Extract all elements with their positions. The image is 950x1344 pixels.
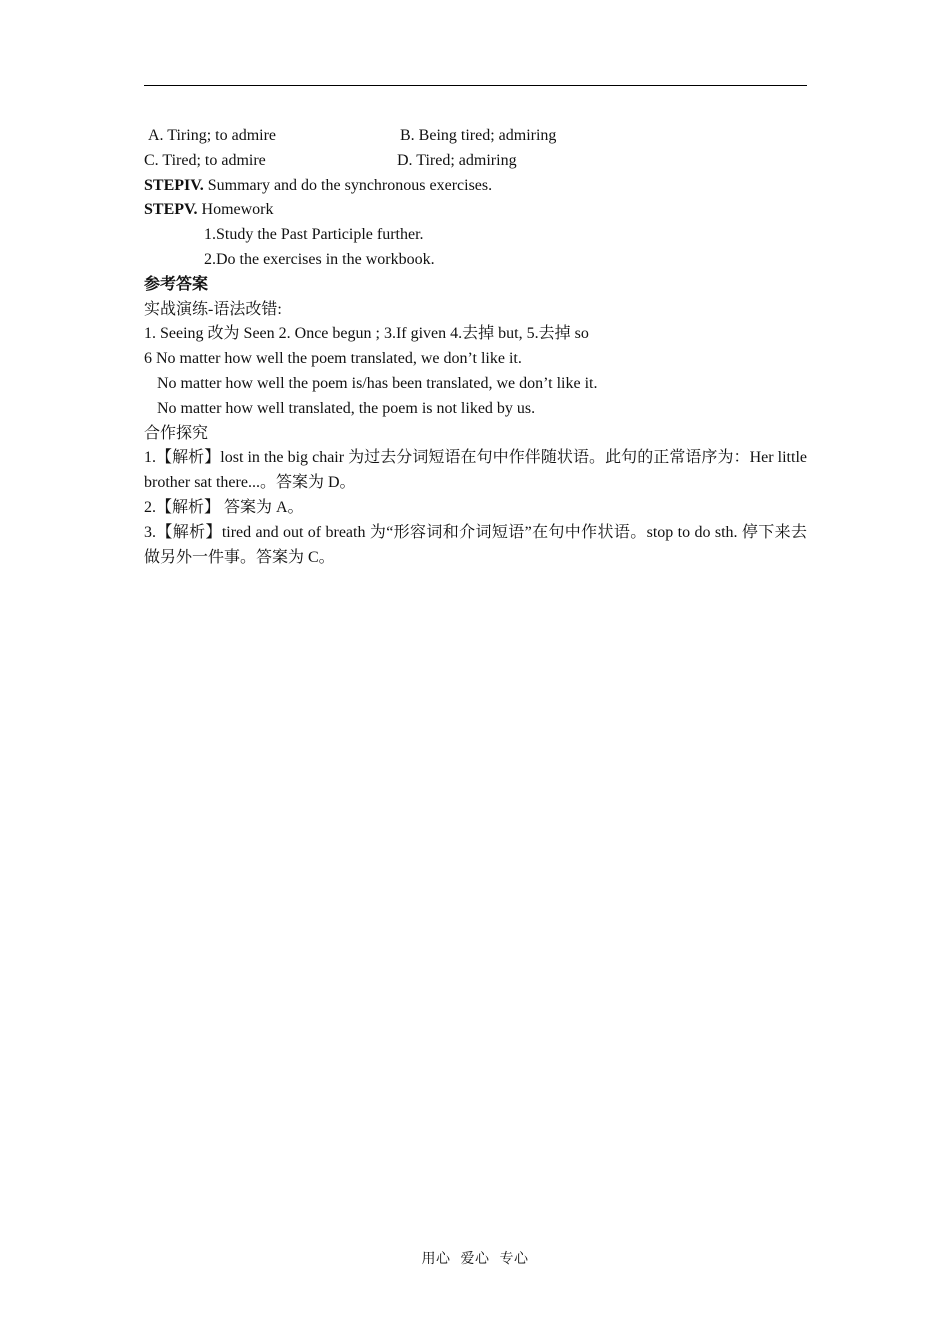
option-c: C. Tired; to admire xyxy=(144,151,266,169)
option-b: B. Being tired; admiring xyxy=(400,127,557,144)
homework-item: 1.Study the Past Participle further. xyxy=(204,226,424,244)
footer-word: 用心 xyxy=(421,1252,451,1267)
homework-item: 2.Do the exercises in the workbook. xyxy=(204,250,435,268)
header-rule xyxy=(144,85,807,86)
step-five-text: Homework xyxy=(197,201,274,219)
coop-heading: 合作探究 xyxy=(144,424,209,442)
coop-item: 2.【解析】 答案为 A。 xyxy=(144,498,304,516)
step-five-label: STEPV. xyxy=(144,201,198,219)
option-d: D. Tired; admiring xyxy=(397,151,517,169)
practice-heading: 实战演练-语法改错: xyxy=(144,300,282,318)
page-footer xyxy=(0,1248,950,1268)
step-four-text: Summary and do the synchronous exercises. xyxy=(203,176,493,194)
footer-word: 爱心 xyxy=(460,1252,490,1267)
step-four xyxy=(144,174,807,199)
practice-line: No matter how well the poem is/has been translated, we don’t like it. xyxy=(157,374,598,392)
document-body xyxy=(144,124,807,570)
step-four-label: STEPIV. xyxy=(144,176,204,194)
answers-heading: 参考答案 xyxy=(144,275,209,293)
practice-line: 1. Seeing 改为 Seen 2. Once begun ; 3.If given 4.去掉 but, 5.去掉 so xyxy=(144,325,589,343)
practice-line: No matter how well translated, the poem is not liked by us. xyxy=(157,399,536,417)
options-row-1 xyxy=(144,124,807,149)
option-a: A. Tiring; to admire xyxy=(148,127,277,144)
footer-word: 专心 xyxy=(499,1252,529,1267)
coop-item: 3.【解析】tired and out of breath 为“形容词和介词短语”在句中作状语。stop to do sth. 停下来去做另外一件事。答案为 C。 xyxy=(144,523,807,566)
step-five xyxy=(144,198,807,223)
options-row-2 xyxy=(144,149,807,174)
practice-line: 6 No matter how well the poem translated, we don’t like it. xyxy=(144,350,522,368)
coop-item: 1.【解析】lost in the big chair 为过去分词短语在句中作伴随状语。此句的正常语序为：Her little brother sat there...。答案为 D。 xyxy=(144,449,807,492)
